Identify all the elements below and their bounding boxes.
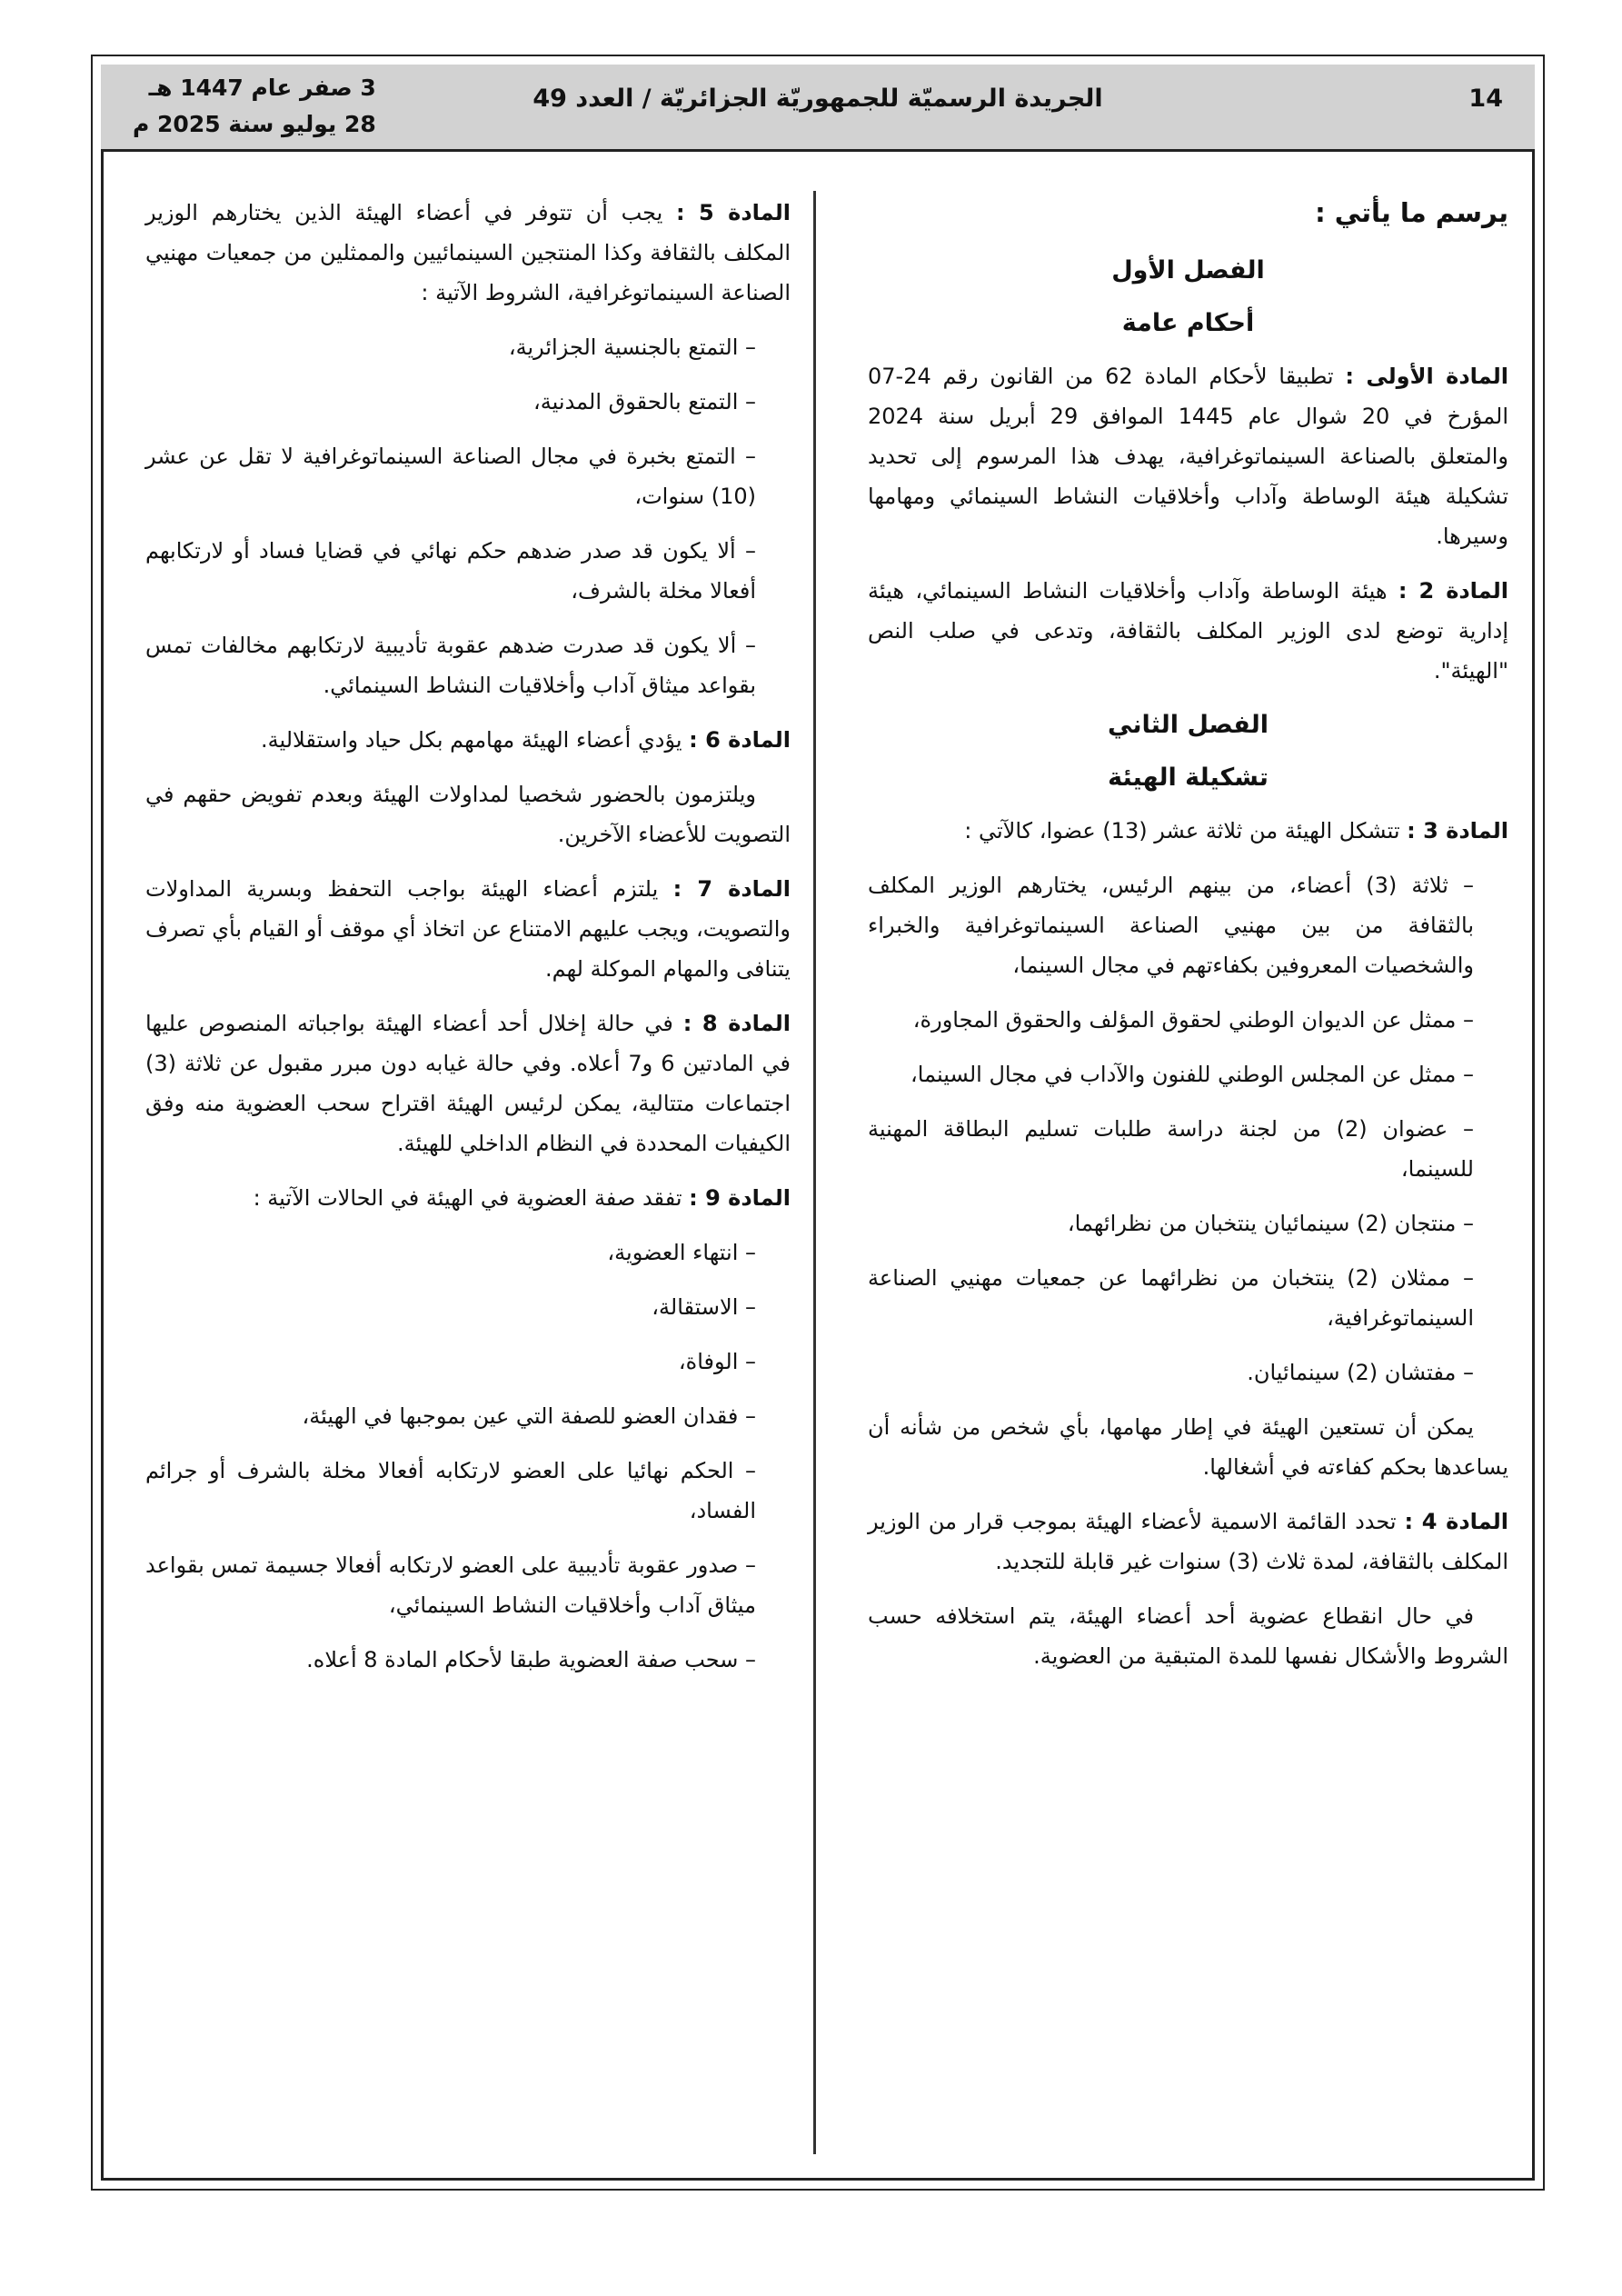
article-3-extra: يمكن أن تستعين الهيئة في إطار مهامها، بأي شخص من شأنه أن يساعدها بحكم كفاءته في أشغالها. — [868, 1414, 1508, 1480]
chapter-2-title: الفصل الثاني — [1108, 711, 1269, 739]
article-7-text: يلتزم أعضاء الهيئة بواجب التحفظ وبسرية المداولات والتصويت، ويجب عليهم الامتناع عن اتخاذ أي موقف أو القيام بأي تصرف يتنافى والمهام الموكلة لهم. — [145, 876, 791, 982]
list-item: – انتهاء العضوية، — [607, 1240, 756, 1265]
list-item: – التمتع بالجنسية الجزائرية، — [508, 334, 756, 360]
article-3 — [868, 811, 1508, 851]
list-item: – ممثلان (2) ينتخبان من نظرائهما عن جمعيات مهنيي الصناعة السينماتوغرافية، — [868, 1265, 1474, 1331]
article-4-label: المادة 4 : — [1404, 1509, 1509, 1534]
issue-date — [133, 70, 376, 143]
list-item: – سحب صفة العضوية طبقا لأحكام المادة 8 أعلاه. — [306, 1647, 756, 1672]
list-item: – ممثل عن المجلس الوطني للفنون والآداب في مجال السينما، — [911, 1062, 1474, 1087]
article-2-text: هيئة الوساطة وآداب وأخلاقيات النشاط السينمائي، هيئة إدارية توضع لدى الوزير المكلف بالثقافة، وتدعى في صلب النص "الهيئة". — [868, 578, 1508, 684]
list-item: – الاستقالة، — [652, 1294, 756, 1320]
article-9 — [145, 1178, 791, 1218]
article-3-text: تتشكل الهيئة من ثلاثة عشر (13) عضوا، كالآتي : — [964, 818, 1408, 844]
article-5-label: المادة 5 : — [676, 200, 791, 225]
article-6-extra: ويلتزمون بالحضور شخصيا لمداولات الهيئة وبعدم تفويض حقهم في التصويت للأعضاء الآخرين. — [145, 782, 791, 847]
hijri-date: 3 صفر عام 1447 هـ — [148, 75, 376, 101]
list-item: – ألا يكون قد صدر ضدهم حكم نهائي في قضايا فساد أو لارتكابهم أفعالا مخلة بالشرف، — [145, 538, 756, 604]
decree-lead: يرسم ما يأتي : — [1315, 197, 1508, 228]
gazette-title: الجريدة الرسميّة للجمهوريّة الجزائريّة / العدد 49 — [532, 85, 1103, 113]
article-4 — [868, 1502, 1508, 1582]
article-1-label: المادة الأولى : — [1345, 364, 1508, 389]
page-header — [101, 65, 1535, 152]
article-4-text: تحدد القائمة الاسمية لأعضاء الهيئة بموجب قرار من الوزير المكلف بالثقافة، لمدة ثلاث (3) سنوات غير قابلة للتجديد. — [868, 1509, 1508, 1574]
article-4-extra: في حال انقطاع عضوية أحد أعضاء الهيئة، يتم استخلافه حسب الشروط والأشكال نفسها للمدة المتبقية من العضوية. — [868, 1603, 1508, 1669]
list-item: – ألا يكون قد صدرت ضدهم عقوبة تأديبية لارتكابهم مخالفات تمس بقواعد ميثاق آداب وأخلاقيات النشاط السينمائي. — [145, 633, 756, 698]
page-number: 14 — [1468, 85, 1503, 113]
left-column — [145, 193, 791, 1694]
article-2 — [868, 571, 1508, 691]
article-1 — [868, 356, 1508, 556]
list-item: – صدور عقوبة تأديبية على العضو لارتكابه أفعالا جسيمة تمس بقواعد ميثاق آداب وأخلاقيات النشاط السينمائي، — [145, 1552, 756, 1618]
list-item: – ممثل عن الديوان الوطني لحقوق المؤلف والحقوق المجاورة، — [912, 1007, 1474, 1033]
article-2-label: المادة 2 : — [1398, 578, 1509, 604]
list-item: – الوفاة، — [678, 1349, 756, 1374]
list-item: – عضوان (2) من لجنة دراسة طلبات تسليم البطاقة المهنية للسينما، — [868, 1116, 1474, 1182]
gregorian-date: 28 يوليو سنة 2025 م — [133, 111, 376, 137]
article-8-label: المادة 8 : — [682, 1011, 791, 1036]
article-9-label: المادة 9 : — [689, 1185, 791, 1211]
column-divider — [813, 191, 816, 2154]
article-7-label: المادة 7 : — [672, 876, 791, 902]
article-6-label: المادة 6 : — [689, 727, 791, 753]
article-3-label: المادة 3 : — [1407, 818, 1508, 844]
article-7 — [145, 869, 791, 989]
article-8-text: في حالة إخلال أحد أعضاء الهيئة بواجباته المنصوص عليها في المادتين 6 و7 أعلاه. وفي حالة غيابه دون مبرر مقبول عن ثلاثة (3) اجتماعات متتالية، يمكن لرئيس الهيئة اقتراح سحب العضوية منه وفق الكيفيات المحددة في النظام الداخلي للهيئة. — [145, 1011, 791, 1156]
chapter-1-subtitle: أحكام عامة — [1121, 309, 1255, 337]
article-5-text: يجب أن تتوفر في أعضاء الهيئة الذين يختارهم الوزير المكلف بالثقافة وكذا المنتجين السينمائيين والممثلين من جمعيات مهنيي الصناعة السينماتوغرافية، الشروط الآتية : — [145, 200, 791, 305]
right-column — [868, 193, 1508, 1691]
list-item: – الحكم نهائيا على العضو لارتكابه أفعالا مخلة بالشرف أو جرائم الفساد، — [145, 1458, 756, 1523]
article-8 — [145, 1003, 791, 1163]
article-9-text: تفقد صفة العضوية في الهيئة في الحالات الآتية : — [253, 1185, 690, 1211]
list-item: – فقدان العضو للصفة التي عين بموجبها في الهيئة، — [302, 1403, 756, 1429]
chapter-1-title: الفصل الأول — [1111, 256, 1265, 285]
article-1-text: تطبيقا لأحكام المادة 62 من القانون رقم 24-07 المؤرخ في 20 شوال عام 1445 الموافق 29 أبريل سنة 2024 والمتعلق بالصناعة السينماتوغرافية، يهدف هذا المرسوم إلى تحديد تشكيلة هيئة الوساطة وآداب وأخلاقيات النشاط السينمائي ومهامها وسيرها. — [868, 364, 1508, 549]
list-item: – مفتشان (2) سينمائيان. — [1247, 1360, 1474, 1385]
list-item: – ثلاثة (3) أعضاء، من بينهم الرئيس، يختارهم الوزير المكلف بالثقافة من بين مهنيي الصناعة السينماتوغرافية والخبراء والشخصيات المعروفين بكفاءتهم في مجال السينما، — [868, 873, 1474, 978]
list-item: – التمتع بخبرة في مجال الصناعة السينماتوغرافية لا تقل عن عشر (10) سنوات، — [145, 444, 756, 509]
list-item: – منتجان (2) سينمائيان ينتخبان من نظرائهما، — [1067, 1211, 1474, 1236]
chapter-2-subtitle: تشكيلة الهيئة — [1108, 764, 1269, 792]
list-item: – التمتع بالحقوق المدنية، — [533, 389, 756, 414]
article-5 — [145, 193, 791, 313]
article-6-text: يؤدي أعضاء الهيئة مهامهم بكل حياد واستقلالية. — [260, 727, 690, 753]
article-6 — [145, 720, 791, 760]
